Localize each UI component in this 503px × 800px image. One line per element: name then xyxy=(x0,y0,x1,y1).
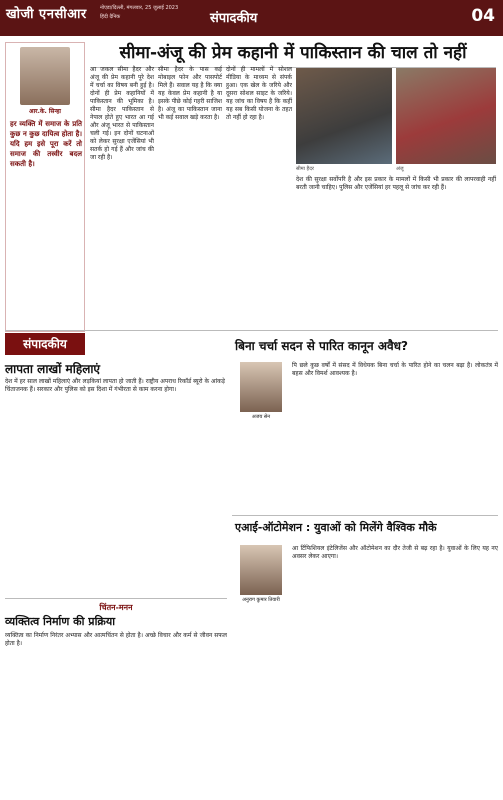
dateline: नोएडा/दिल्ली, मंगलवार, 25 जुलाई 2023 xyxy=(100,5,179,11)
article3-author-photo xyxy=(240,545,282,595)
lead-column-3: दोनों ही मामलों में सोशल मीडिया के माध्यम से संपर्क हुआ। एक खेल के जरिये और दूसरा सोशल साइट के जरिये। यह जांच का विषय है कि कहीं यह सब किसी योजना के तहत तो नहीं हो रहा है। xyxy=(226,66,292,121)
editorial-section-bar: संपादकीय xyxy=(5,333,85,355)
lead-column-4: देश की सुरक्षा सर्वोपरि है और इस प्रकार के मामलों में किसी भी प्रकार की लापरवाही नहीं बरती जानी चाहिए। पुलिस और एजेंसियां हर पहलू से जांच कर रही हैं। xyxy=(296,176,496,191)
photo-caption-left: सीमा हैदर xyxy=(296,166,314,172)
thought-section-label: चिंतन-मनन xyxy=(99,603,133,612)
columnist-photo xyxy=(20,47,70,105)
divider xyxy=(5,598,227,599)
editorial-body: देश में हर साल लाखों महिलाएं और लड़कियां लापता हो जाती हैं। राष्ट्रीय अपराध रिकॉर्ड ब्यूरो के आंकड़े चिंताजनक हैं। सरकार और पुलिस को इस दिशा में गंभीरता से काम करना होगा। xyxy=(5,378,225,393)
columnist-box xyxy=(5,42,85,332)
divider xyxy=(5,330,498,331)
divider xyxy=(232,515,498,516)
columnist-name: आर.के. सिन्हा xyxy=(29,108,61,115)
brand-logo: खोजी एनसीआर xyxy=(6,7,87,22)
article2-title: बिना चर्चा सदन से पारित कानून अवैध? xyxy=(235,339,409,353)
editorial-title: लापता लाखों महिलाएं xyxy=(5,362,101,376)
thought-body: व्यक्तित्व का निर्माण निरंतर अभ्यास और आत्मचिंतन से होता है। अच्छे विचार और कर्म से जीवन सफल होता है। xyxy=(5,632,227,647)
page-number: 04 xyxy=(471,6,495,26)
photo-caption-right: अंजू xyxy=(396,166,404,172)
section-title: संपादकीय xyxy=(210,11,258,26)
article3-title: एआई-ऑटोमेशन : युवाओं को मिलेंगे वैश्विक मौके xyxy=(235,521,437,534)
article3-body: आ र्टिफिशियल इंटेलिजेंस और ऑटोमेशन का दौर तेजी से बढ़ रहा है। युवाओं के लिए यह नए अवसर लेकर आएगा। xyxy=(292,545,498,560)
lead-headline: सीमा-अंजू की प्रेम कहानी में पाकिस्तान की चाल तो नहीं xyxy=(90,40,496,68)
article2-body: पि छले कुछ वर्षों में संसद में विधेयक बिना चर्चा के पारित होने का चलन बढ़ा है। लोकतंत्र में बहस और विमर्श आवश्यक है। xyxy=(292,362,498,377)
columnist-quote: हर व्यक्ति में समाज के प्रति कुछ न कुछ दायित्व होता है। यदि हम इसे पूरा करें तो समाज की तस्वीर बदल सकती है। xyxy=(10,120,82,168)
lead-column-1: आ जकल सीमा हैदर और अंजू की प्रेम कहानी पूरे देश में चर्चा का विषय बनी हुई है। दोनों ही प्रेम कहानियों में पाकिस्तान की भूमिका है। सीमा हैदर पाकिस्तान से नेपाल होते हुए भारत आ गई और अंजू भारत से पाकिस्तान चली गई। इन दोनों घटनाओं को लेकर सुरक्षा एजेंसियां भी सतर्क हो गई हैं और जांच की जा रही है। xyxy=(90,66,154,161)
photo-anju xyxy=(396,68,496,164)
lead-column-2: सीमा हैदर के पास कई मोबाइल फोन और पासपोर्ट मिले हैं। सवाल यह है कि क्या यह केवल प्रेम कहानी है या इसके पीछे कोई गहरी साजिश है। अंजू का पाकिस्तान जाना भी कई सवाल खड़े करता है। xyxy=(158,66,222,121)
article2-author-name: अजय सेन xyxy=(251,414,271,420)
article3-author-name: अनुराग कुमार तिवारी xyxy=(242,597,280,603)
thought-title: व्यक्तित्व निर्माण की प्रक्रिया xyxy=(5,615,116,628)
article2-author-photo xyxy=(240,362,282,412)
photo-seema xyxy=(296,68,392,164)
masthead xyxy=(0,0,503,36)
subline: हिंदी दैनिक xyxy=(100,14,121,20)
